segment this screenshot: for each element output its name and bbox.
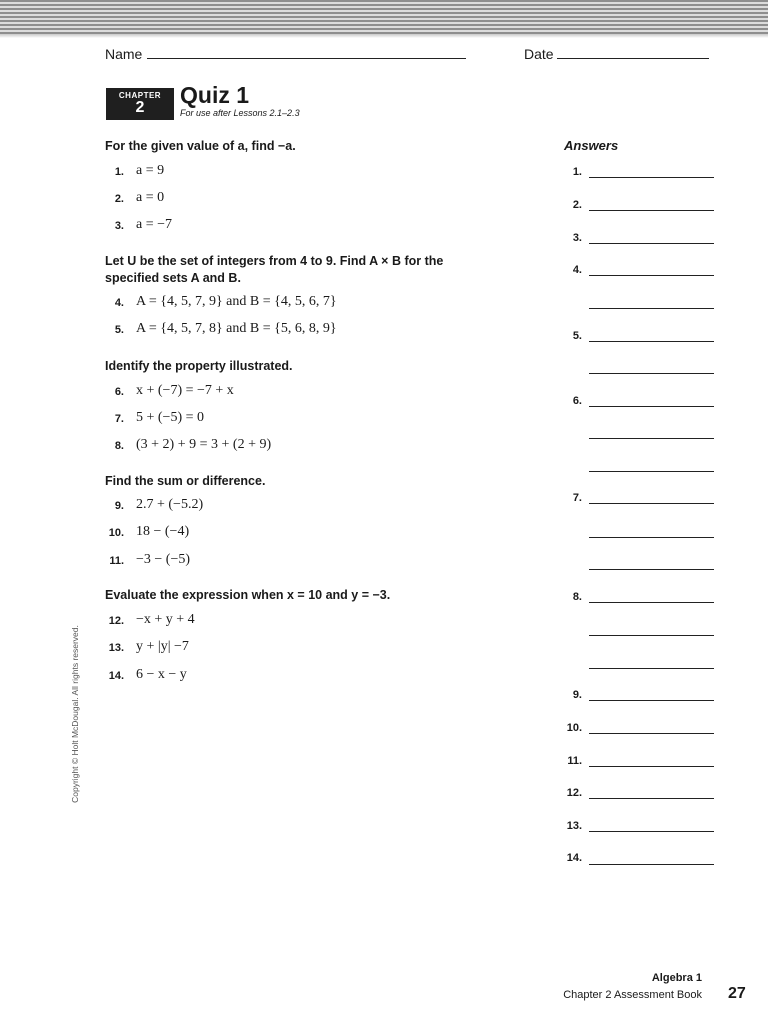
answer-line[interactable] (589, 798, 714, 799)
answer-number: 3. (572, 232, 582, 244)
question-number: 9. (114, 500, 124, 512)
answer-number: 5. (572, 330, 582, 342)
question-number: 2. (114, 193, 124, 205)
question-text: (3 + 2) + 9 = 3 + (2 + 9) (136, 437, 272, 452)
answer-line-extra[interactable] (589, 438, 714, 439)
question-number: 13. (108, 642, 124, 654)
question-text: 5 + (−5) = 0 (136, 410, 205, 425)
question-number: 5. (114, 324, 124, 336)
answer-line-extra[interactable] (589, 569, 714, 570)
footer-book-title: Algebra 1 (651, 972, 702, 984)
answer-number: 10. (566, 722, 582, 734)
answers-heading: Answers (564, 138, 619, 153)
date-field[interactable] (557, 58, 709, 59)
copyright-notice: Copyright © Holt McDougal. All rights reserved. (70, 625, 80, 803)
answer-number: 8. (572, 591, 582, 603)
question-text: −3 − (−5) (136, 552, 191, 567)
question-text: x + (−7) = −7 + x (136, 383, 234, 398)
chapter-word: CHAPTER (118, 91, 162, 100)
answer-line-extra[interactable] (589, 537, 714, 538)
question-number: 7. (114, 413, 124, 425)
answer-number: 1. (572, 166, 582, 178)
question-text: −x + y + 4 (136, 612, 195, 627)
answer-line[interactable] (589, 210, 714, 211)
directions-2-line2: specified sets A and B. (105, 271, 241, 285)
footer-book-subtitle: Chapter 2 Assessment Book (563, 989, 702, 1001)
answer-line-extra[interactable] (589, 635, 714, 636)
answer-number: 7. (572, 492, 582, 504)
answer-number: 2. (572, 199, 582, 211)
answer-line[interactable] (589, 341, 714, 342)
answer-line-extra[interactable] (589, 668, 714, 669)
name-label: Name (105, 46, 143, 62)
answer-number: 9. (572, 689, 582, 701)
question-text: A = {4, 5, 7, 9} and B = {4, 5, 6, 7} (136, 294, 337, 309)
answer-line[interactable] (589, 700, 714, 701)
question-number: 4. (114, 297, 124, 309)
header-stripes-fade (0, 34, 768, 38)
answer-line[interactable] (589, 243, 714, 244)
answer-line-extra[interactable] (589, 373, 714, 374)
question-number: 12. (108, 615, 124, 627)
directions-5: Evaluate the expression when x = 10 and y = −3. (105, 588, 391, 602)
answer-line[interactable] (589, 733, 714, 734)
answer-line[interactable] (589, 864, 714, 865)
question-number: 8. (114, 440, 124, 452)
chapter-badge (106, 88, 174, 120)
page-subtitle: For use after Lessons 2.1–2.3 (180, 108, 300, 118)
question-number: 6. (114, 386, 124, 398)
question-text: a = 0 (136, 190, 165, 205)
question-number: 3. (114, 220, 124, 232)
question-number: 1. (114, 166, 124, 178)
page-title: Quiz 1 (180, 82, 250, 108)
question-text: 18 − (−4) (136, 524, 190, 539)
header-stripes (0, 0, 768, 34)
answer-line[interactable] (589, 406, 714, 407)
question-number: 11. (109, 555, 124, 567)
directions-1: For the given value of a, find −a. (105, 139, 296, 153)
directions-4: Find the sum or difference. (105, 474, 266, 488)
question-text: y + |y| −7 (136, 639, 189, 654)
name-field[interactable] (147, 58, 466, 59)
answer-number: 11. (567, 755, 582, 767)
answer-number: 12. (566, 787, 582, 799)
answer-number: 6. (572, 395, 582, 407)
answer-line-extra[interactable] (589, 471, 714, 472)
answer-number: 4. (572, 264, 582, 276)
answer-line[interactable] (589, 177, 714, 178)
directions-2-line1: Let U be the set of integers from 4 to 9. Find A × B for the (105, 254, 444, 268)
page-number: 27 (728, 985, 746, 1002)
answer-line[interactable] (589, 831, 714, 832)
date-label: Date (524, 46, 554, 62)
answer-number: 13. (566, 820, 582, 832)
answer-line[interactable] (589, 602, 714, 603)
chapter-number: 2 (135, 99, 145, 116)
question-text: 6 − x − y (136, 667, 187, 682)
answer-line[interactable] (589, 766, 714, 767)
question-text: 2.7 + (−5.2) (136, 497, 204, 512)
answer-line-extra[interactable] (589, 308, 714, 309)
directions-3: Identify the property illustrated. (105, 359, 293, 373)
question-text: a = −7 (136, 217, 173, 232)
answer-number: 14. (566, 852, 582, 864)
question-number: 14. (108, 670, 124, 682)
answer-line[interactable] (589, 275, 714, 276)
answer-line[interactable] (589, 503, 714, 504)
question-number: 10. (108, 527, 124, 539)
question-text: A = {4, 5, 7, 8} and B = {5, 6, 8, 9} (136, 321, 337, 336)
question-text: a = 9 (136, 163, 165, 178)
